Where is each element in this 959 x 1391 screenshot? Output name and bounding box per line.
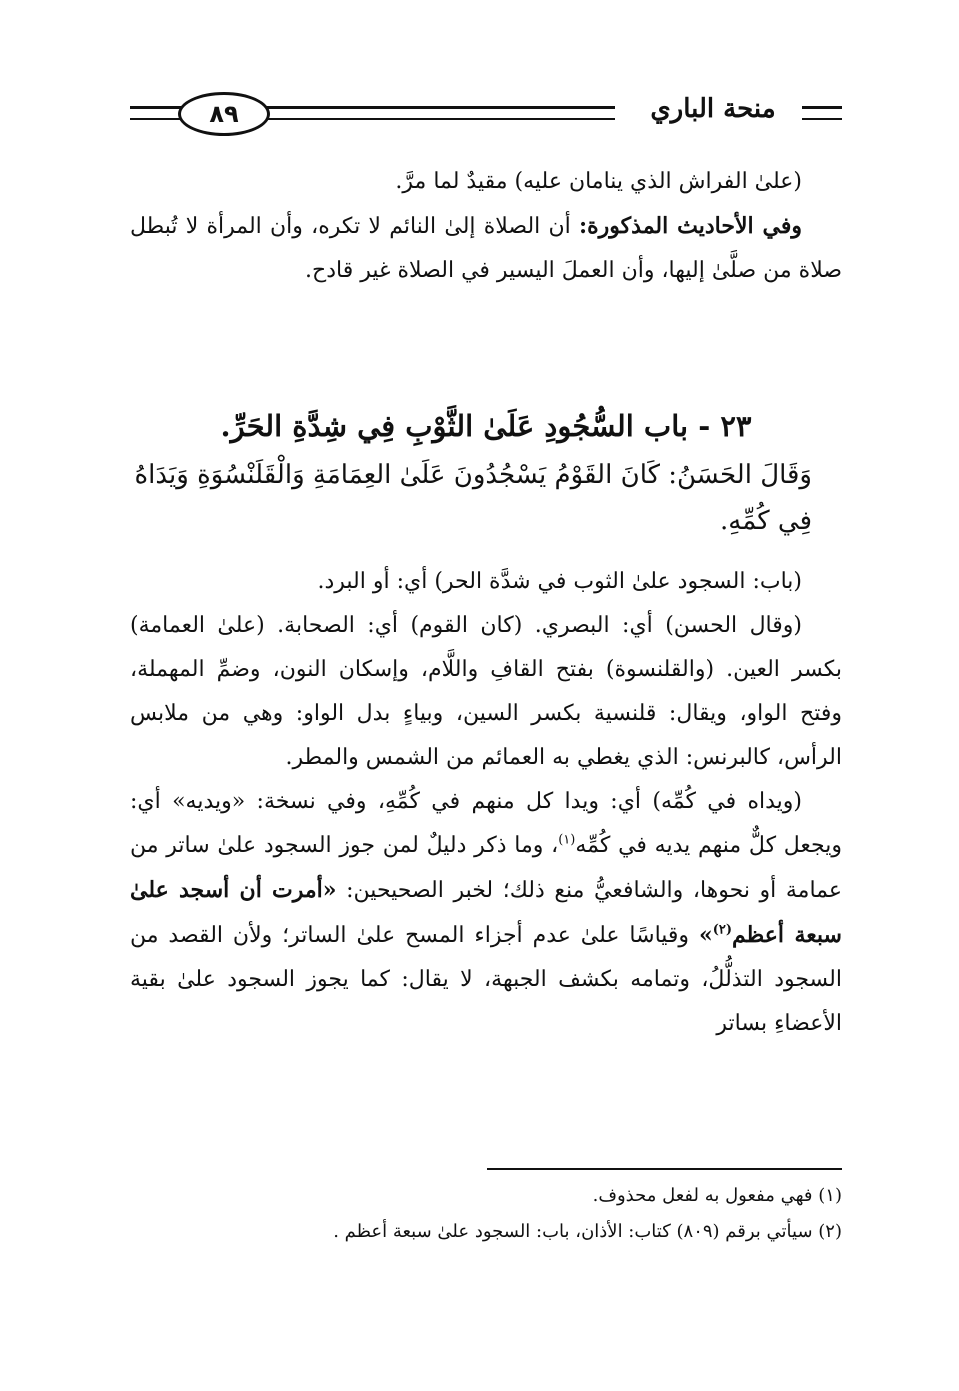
body-paragraph-1: (باب: السجود علىٰ الثوب في شدَّة الحر) أي: أو البرد. xyxy=(317,569,802,594)
header-rule-right xyxy=(802,106,842,120)
intro-paragraph-1: (علىٰ الفراش الذي ينامان عليه) مقيدٌ لما مرَّ. xyxy=(395,169,802,194)
footnote-ref-1[interactable]: (١) xyxy=(558,832,576,848)
body-paragraph-3-part-b: ، وما ذكر دليلٌ لمن جوز السجود علىٰ ساتر من عمامة أو نحوها، والشافعيُّ منع ذلك؛ لخبر الصحيحين: xyxy=(130,833,842,903)
header-rule-left xyxy=(130,106,182,120)
chapter-quote: وَقَالَ الحَسَنُ: كَانَ القَوْمُ يَسْجُدُونَ عَلَىٰ العِمَامَةِ وَالْقَلَنْسُوَةِ وَيَدَاهُ فِي كُمِّهِ. xyxy=(134,460,812,536)
intro-paragraph-2-text: أن الصلاة إلىٰ النائم لا تكره، وأن المرأة لا تُبطل صلاة من صلَّىٰ إليها، وأن العملَ اليسير في الصلاة غير قادح. xyxy=(130,214,842,283)
footnote-divider xyxy=(487,1168,842,1170)
chapter-heading: ٢٣ - باب السُّجُودِ عَلَىٰ الثَّوْبِ فِي شِدَّةِ الحَرِّ. xyxy=(220,409,752,443)
book-title: منحة الباري xyxy=(650,94,776,124)
intro-section xyxy=(130,160,842,293)
header-rule-middle xyxy=(260,106,615,120)
intro-bold-lead: وفي الأحاديث المذكورة: xyxy=(579,213,802,239)
chapter-section xyxy=(130,400,842,544)
intro-paragraph-2 xyxy=(130,204,842,293)
body-paragraph-3-part-c: وقياسًا علىٰ عدم أجزاء المسح علىٰ الساتر؛ ولأن القصد من السجود التذلُّلُ، وتمامه بكشف الجبهة، لا يقال: كما يجوز السجود علىٰ بقية الأعضاءِ بساتر xyxy=(130,923,842,1036)
hadith-quote-close: » xyxy=(698,922,713,948)
page-header xyxy=(130,88,842,144)
body-paragraph-3 xyxy=(130,780,842,1046)
footnote-ref-2[interactable]: (٢) xyxy=(712,922,733,938)
footnotes xyxy=(130,1168,842,1250)
footnote-2: (٢) سيأتي برقم (٨٠٩) كتاب: الأذان، باب: السجود علىٰ سبعة أعظم . xyxy=(333,1221,842,1242)
body-section xyxy=(130,560,842,1046)
footnote-1: (١) فهي مفعول به لفعل محذوف. xyxy=(592,1185,842,1206)
body-paragraph-2: (وقال الحسن) أي: البصري. (كان القوم) أي: الصحابة. (علىٰ العمامة) بكسر العين. (والقلنسوة) بفتح القافِ واللَّام، وإسكان النون، وضمِّ المهملة، وفتح الواو، ويقال: قلنسية بكسر السين، وبياءٍ بدل الواو: وهي من ملابس الرأس، كالبرنس: الذي يغطي به العمائم من الشمس والمطر. xyxy=(130,613,842,770)
body-paragraph-3-part-a: (ويداه في كُمِّه) أي: ويدا كل منهم في كُمِّهِ، وفي نسخة: «ويديه» أي: ويجعل كلٌّ منهم يديه في كُمِّه xyxy=(130,789,842,858)
page-number: ٨٩ xyxy=(178,92,270,136)
hadith-quote-text: «أمرت أن أسجد علىٰ سبعة أعظم xyxy=(130,877,842,948)
